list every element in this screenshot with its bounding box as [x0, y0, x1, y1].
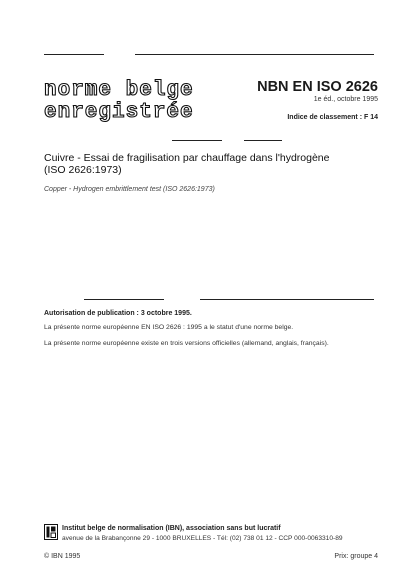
body-rule-right: [200, 299, 374, 300]
edition-date: 1e éd., octobre 1995: [313, 96, 378, 103]
norme-belge-mark: [44, 80, 194, 123]
price-group: Prix: groupe 4: [334, 553, 378, 560]
document-title: [44, 152, 329, 176]
status-paragraph: La présente norme européenne EN ISO 2626 : 1995 a le statut d'une norme belge.: [44, 324, 294, 331]
title-line-2: (ISO 2626:1973): [44, 164, 122, 176]
standard-number: NBN EN ISO 2626: [257, 79, 378, 95]
institute-address: avenue de la Brabançonne 29 - 1000 BRUXELLES - Tél: (02) 738 01 12 - CCP 000-0063310-89: [62, 535, 343, 542]
title-rule-right: [244, 140, 282, 141]
mark-line-2: enregistrée: [44, 101, 194, 124]
top-rule-left: [44, 54, 104, 55]
english-title: Copper - Hydrogen embrittlement test (ISO 2626:1973): [44, 186, 215, 193]
ibn-logo-icon: [44, 524, 58, 540]
authorization-text: Autorisation de publication : 3 octobre 1995.: [44, 310, 192, 317]
mark-line-1: norme belge: [44, 79, 194, 102]
copyright-text: © IBN 1995: [44, 553, 81, 560]
institute-name: Institut belge de normalisation (IBN), association sans but lucratif: [62, 525, 281, 532]
versions-paragraph: La présente norme européenne existe en trois versions officielles (allemand, anglais, français).: [44, 340, 329, 347]
title-line-1: Cuivre - Essai de fragilisation par chauffage dans l'hydrogène: [44, 152, 330, 164]
footer-institute-block: [62, 525, 343, 542]
classification-index: Indice de classement : F 14: [287, 114, 378, 121]
title-rule-left: [172, 140, 222, 141]
body-rule-left: [84, 299, 164, 300]
top-rule-right: [135, 54, 374, 55]
